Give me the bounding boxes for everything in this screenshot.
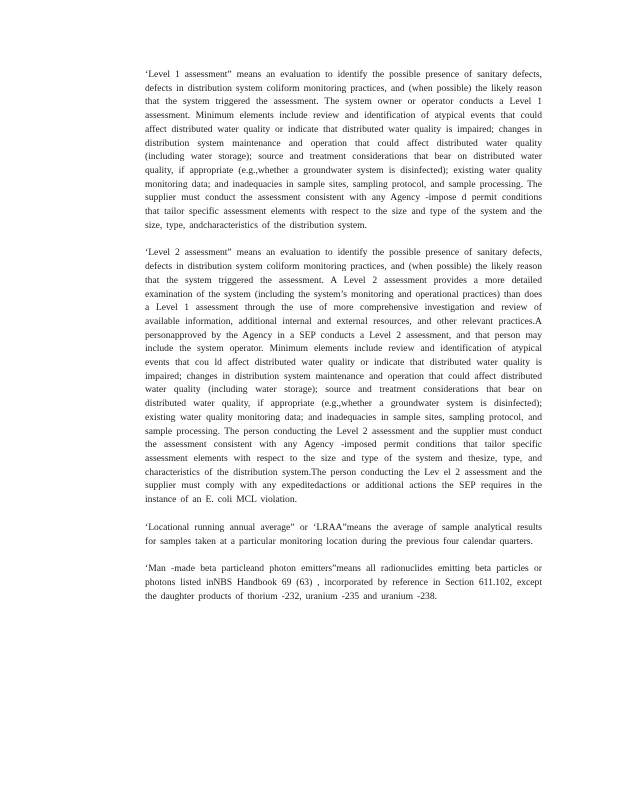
definition-level-1-assessment: ‘Level 1 assessment” means an evaluation to identify the possible presence of sanitary defects, defects in distribution system coliform monitoring practices, and (when possible) the likely reason that the system triggered the assessment. The system owner or operator conducts a Level 1 assessment. Minimum elements include review and identification of atypical events that could affect distributed water quality or indicate that distributed water quality is impaired; changes in distribution system maintenance and operation that could affect distributed water quality (including water storage); source and treatment considerations that bear on distributed water quality, if appropriate (e.g.,whether a groundwater system is disinfected); existing water quality monitoring data; and inadequacies in sample sites, sampling protocol, and sample processing. The supplier must conduct the assessment consistent with any Agency -impose d permit conditions that tailor specific assessment elements with respect to the size and type of the system and the size, type, andcharacteristics of the distribution system. xyxy=(145,69,542,231)
definition-level-2-assessment: ‘Level 2 assessment” means an evaluation to identify the possible presence of sanitary defects, defects in distribution system coliform monitoring practices, and (when possible) the likely reason that the system triggered the assessment. A Level 2 assessment provides a more detailed examination of the system (including the system’s monitoring and operational practices) than does a Level 1 assessment through the use of more comprehensive investigation and review of available information, additional internal and external resources, and other relevant practices.A personapproved by the Agency in a SEP conducts a Level 2 assessment, and that person may include the system operator. Minimum elements include review and identification of atypical events that cou ld affect distributed water quality or indicate that distributed water quality is impaired; changes in distribution system maintenance and operation that could affect distributed water quality (including water storage); source and treatment considerations that bear on distributed water quality, if appropriate (e.g.,whether a groundwater system is disinfected); existing water quality monitoring data; and inadequacies in sample sites, sampling protocol, and sample processing. The person conducting the Level 2 assessment and the supplier must conduct the assessment consistent with any Agency -imposed permit conditions that tailor specific assessment elements with respect to the size and type of the system and thesize, type, and characteristics of the distribution system.The person conducting the Lev el 2 assessment and the supplier must comply with any expeditedactions or additional actions the SEP requires in the instance of an E. coli MCL violation. xyxy=(145,247,542,506)
definition-man-made-beta-emitters: ‘Man -made beta particleand photon emitters”means all radionuclides emitting beta particles or photons listed inNBS Handbook 69 (63) , incorporated by reference in Section 611.102, except the daughter products of thorium -232, uranium -235 and uranium -238. xyxy=(145,563,542,602)
definition-lraa: ‘Locational running annual average” or ‘LRAA”means the average of sample analytical results for samples taken at a particular monitoring location during the previous four calendar quarters. xyxy=(145,521,542,547)
document-body xyxy=(145,68,542,617)
